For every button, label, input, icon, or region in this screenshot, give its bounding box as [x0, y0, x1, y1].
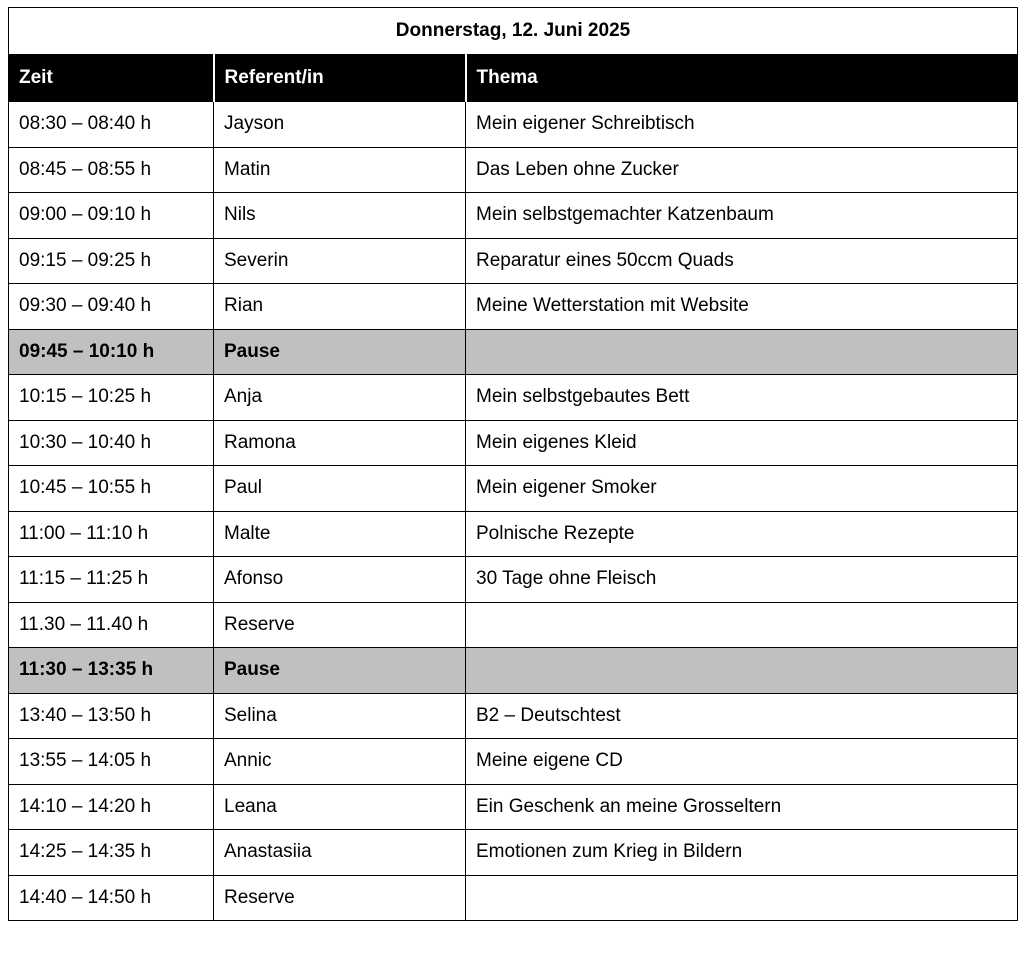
column-header-topic: Thema — [466, 55, 1018, 102]
topic-cell — [466, 602, 1018, 648]
topic-cell: Das Leben ohne Zucker — [466, 147, 1018, 193]
speaker-cell: Jayson — [214, 102, 466, 148]
speaker-cell: Pause — [214, 329, 466, 375]
time-cell: 08:30 – 08:40 h — [9, 102, 214, 148]
topic-cell: 30 Tage ohne Fleisch — [466, 557, 1018, 603]
speaker-cell: Malte — [214, 511, 466, 557]
schedule-row — [9, 420, 1018, 466]
speaker-cell: Severin — [214, 238, 466, 284]
topic-cell — [466, 875, 1018, 921]
topic-cell: Mein selbstgemachter Katzenbaum — [466, 193, 1018, 239]
column-header-speaker: Referent/in — [214, 55, 466, 102]
speaker-cell: Leana — [214, 784, 466, 830]
time-cell: 11:30 – 13:35 h — [9, 648, 214, 694]
speaker-cell: Anastasiia — [214, 830, 466, 876]
speaker-cell: Nils — [214, 193, 466, 239]
speaker-cell: Ramona — [214, 420, 466, 466]
schedule-row — [9, 784, 1018, 830]
speaker-cell: Pause — [214, 648, 466, 694]
time-cell: 11:15 – 11:25 h — [9, 557, 214, 603]
time-cell: 10:45 – 10:55 h — [9, 466, 214, 512]
schedule-row — [9, 602, 1018, 648]
speaker-cell: Reserve — [214, 602, 466, 648]
schedule-row — [9, 147, 1018, 193]
schedule-row — [9, 284, 1018, 330]
column-header-time: Zeit — [9, 55, 214, 102]
speaker-cell: Reserve — [214, 875, 466, 921]
topic-cell: Ein Geschenk an meine Grosseltern — [466, 784, 1018, 830]
time-cell: 11.30 – 11.40 h — [9, 602, 214, 648]
schedule-row — [9, 557, 1018, 603]
time-cell: 10:30 – 10:40 h — [9, 420, 214, 466]
schedule-row — [9, 466, 1018, 512]
time-cell: 11:00 – 11:10 h — [9, 511, 214, 557]
time-cell: 14:40 – 14:50 h — [9, 875, 214, 921]
pause-row — [9, 329, 1018, 375]
schedule-row — [9, 238, 1018, 284]
topic-cell: Meine Wetterstation mit Website — [466, 284, 1018, 330]
topic-cell: Mein selbstgebautes Bett — [466, 375, 1018, 421]
pause-row — [9, 648, 1018, 694]
speaker-cell: Paul — [214, 466, 466, 512]
schedule-row — [9, 102, 1018, 148]
schedule-row — [9, 875, 1018, 921]
schedule-row — [9, 739, 1018, 785]
schedule-row — [9, 511, 1018, 557]
topic-cell: Mein eigener Schreibtisch — [466, 102, 1018, 148]
time-cell: 14:25 – 14:35 h — [9, 830, 214, 876]
topic-cell — [466, 648, 1018, 694]
schedule-row — [9, 830, 1018, 876]
topic-cell: B2 – Deutschtest — [466, 693, 1018, 739]
header-row — [9, 55, 1018, 102]
time-cell: 09:00 – 09:10 h — [9, 193, 214, 239]
topic-cell: Mein eigener Smoker — [466, 466, 1018, 512]
time-cell: 09:15 – 09:25 h — [9, 238, 214, 284]
time-cell: 09:30 – 09:40 h — [9, 284, 214, 330]
speaker-cell: Rian — [214, 284, 466, 330]
speaker-cell: Annic — [214, 739, 466, 785]
topic-cell: Polnische Rezepte — [466, 511, 1018, 557]
time-cell: 14:10 – 14:20 h — [9, 784, 214, 830]
topic-cell: Reparatur eines 50ccm Quads — [466, 238, 1018, 284]
topic-cell — [466, 329, 1018, 375]
speaker-cell: Matin — [214, 147, 466, 193]
schedule-document — [8, 7, 1017, 921]
topic-cell: Meine eigene CD — [466, 739, 1018, 785]
schedule-title: Donnerstag, 12. Juni 2025 — [9, 8, 1018, 55]
schedule-body — [9, 102, 1018, 921]
speaker-cell: Anja — [214, 375, 466, 421]
topic-cell: Emotionen zum Krieg in Bildern — [466, 830, 1018, 876]
time-cell: 13:55 – 14:05 h — [9, 739, 214, 785]
title-row — [9, 8, 1018, 55]
speaker-cell: Selina — [214, 693, 466, 739]
schedule-row — [9, 193, 1018, 239]
speaker-cell: Afonso — [214, 557, 466, 603]
topic-cell: Mein eigenes Kleid — [466, 420, 1018, 466]
time-cell: 10:15 – 10:25 h — [9, 375, 214, 421]
schedule-row — [9, 693, 1018, 739]
time-cell: 13:40 – 13:50 h — [9, 693, 214, 739]
schedule-row — [9, 375, 1018, 421]
schedule-table — [8, 7, 1018, 921]
time-cell: 08:45 – 08:55 h — [9, 147, 214, 193]
time-cell: 09:45 – 10:10 h — [9, 329, 214, 375]
